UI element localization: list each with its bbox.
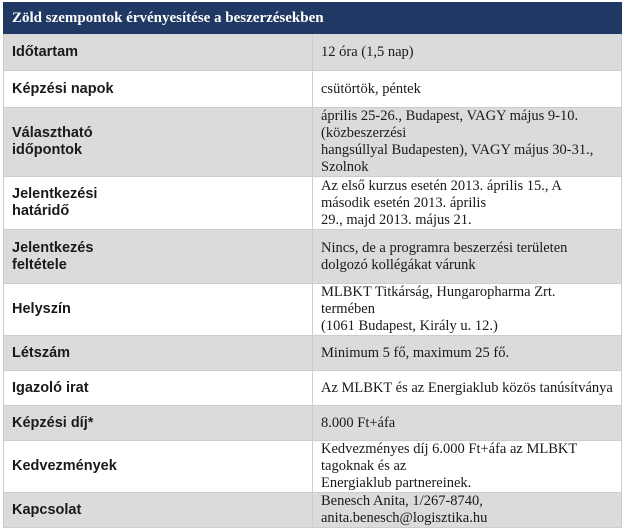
row-label-certificate: Igazoló irat: [4, 371, 313, 406]
table-row: [4, 108, 622, 177]
table-row: [4, 284, 622, 336]
row-label-conditions: Jelentkezés feltétele: [4, 230, 313, 284]
table-row: [4, 406, 622, 441]
row-value-location: MLBKT Titkárság, Hungaropharma Zrt. termében (1061 Budapest, Király u. 12.): [313, 284, 622, 336]
table-row: [4, 336, 622, 371]
row-label-duration: Időtartam: [4, 34, 313, 71]
row-value-headcount: Minimum 5 fő, maximum 25 fő.: [313, 336, 622, 371]
course-info-table: [3, 2, 622, 528]
row-value-training-days: csütörtök, péntek: [313, 71, 622, 108]
row-label-dates: Választható időpontok: [4, 108, 313, 177]
table-row: [4, 71, 622, 108]
row-value-deadline: Az első kurzus esetén 2013. április 15., A második esetén 2013. április 29., majd 2013. május 21.: [313, 177, 622, 230]
row-label-contact: Kapcsolat: [4, 493, 313, 528]
row-value-fee: 8.000 Ft+áfa: [313, 406, 622, 441]
row-label-deadline: Jelentkezési határidő: [4, 177, 313, 230]
row-value-conditions: Nincs, de a programra beszerzési területen dolgozó kollégákat várunk: [313, 230, 622, 284]
row-value-dates: április 25-26., Budapest, VAGY május 9-10. (közbeszerzési hangsúllyal Budapesten), VAGY május 30-31., Szolnok: [313, 108, 622, 177]
row-value-contact: Benesch Anita, 1/267-8740, anita.benesch@logisztika.hu: [313, 493, 622, 528]
table-row: [4, 34, 622, 71]
row-label-location: Helyszín: [4, 284, 313, 336]
row-value-duration: 12 óra (1,5 nap): [313, 34, 622, 71]
table-row: [4, 177, 622, 230]
table-row: [4, 371, 622, 406]
row-label-training-days: Képzési napok: [4, 71, 313, 108]
table-row: [4, 230, 622, 284]
table-title-row: [4, 3, 622, 34]
row-label-discounts: Kedvezmények: [4, 441, 313, 493]
table-row: [4, 493, 622, 528]
row-label-fee: Képzési díj*: [4, 406, 313, 441]
row-label-headcount: Létszám: [4, 336, 313, 371]
table-title: Zöld szempontok érvényesítése a beszerzésekben: [4, 3, 622, 34]
row-value-discounts: Kedvezményes díj 6.000 Ft+áfa az MLBKT tagoknak és az Energiaklub partnereinek.: [313, 441, 622, 493]
table-row: [4, 441, 622, 493]
row-value-certificate: Az MLBKT és az Energiaklub közös tanúsítványa: [313, 371, 622, 406]
